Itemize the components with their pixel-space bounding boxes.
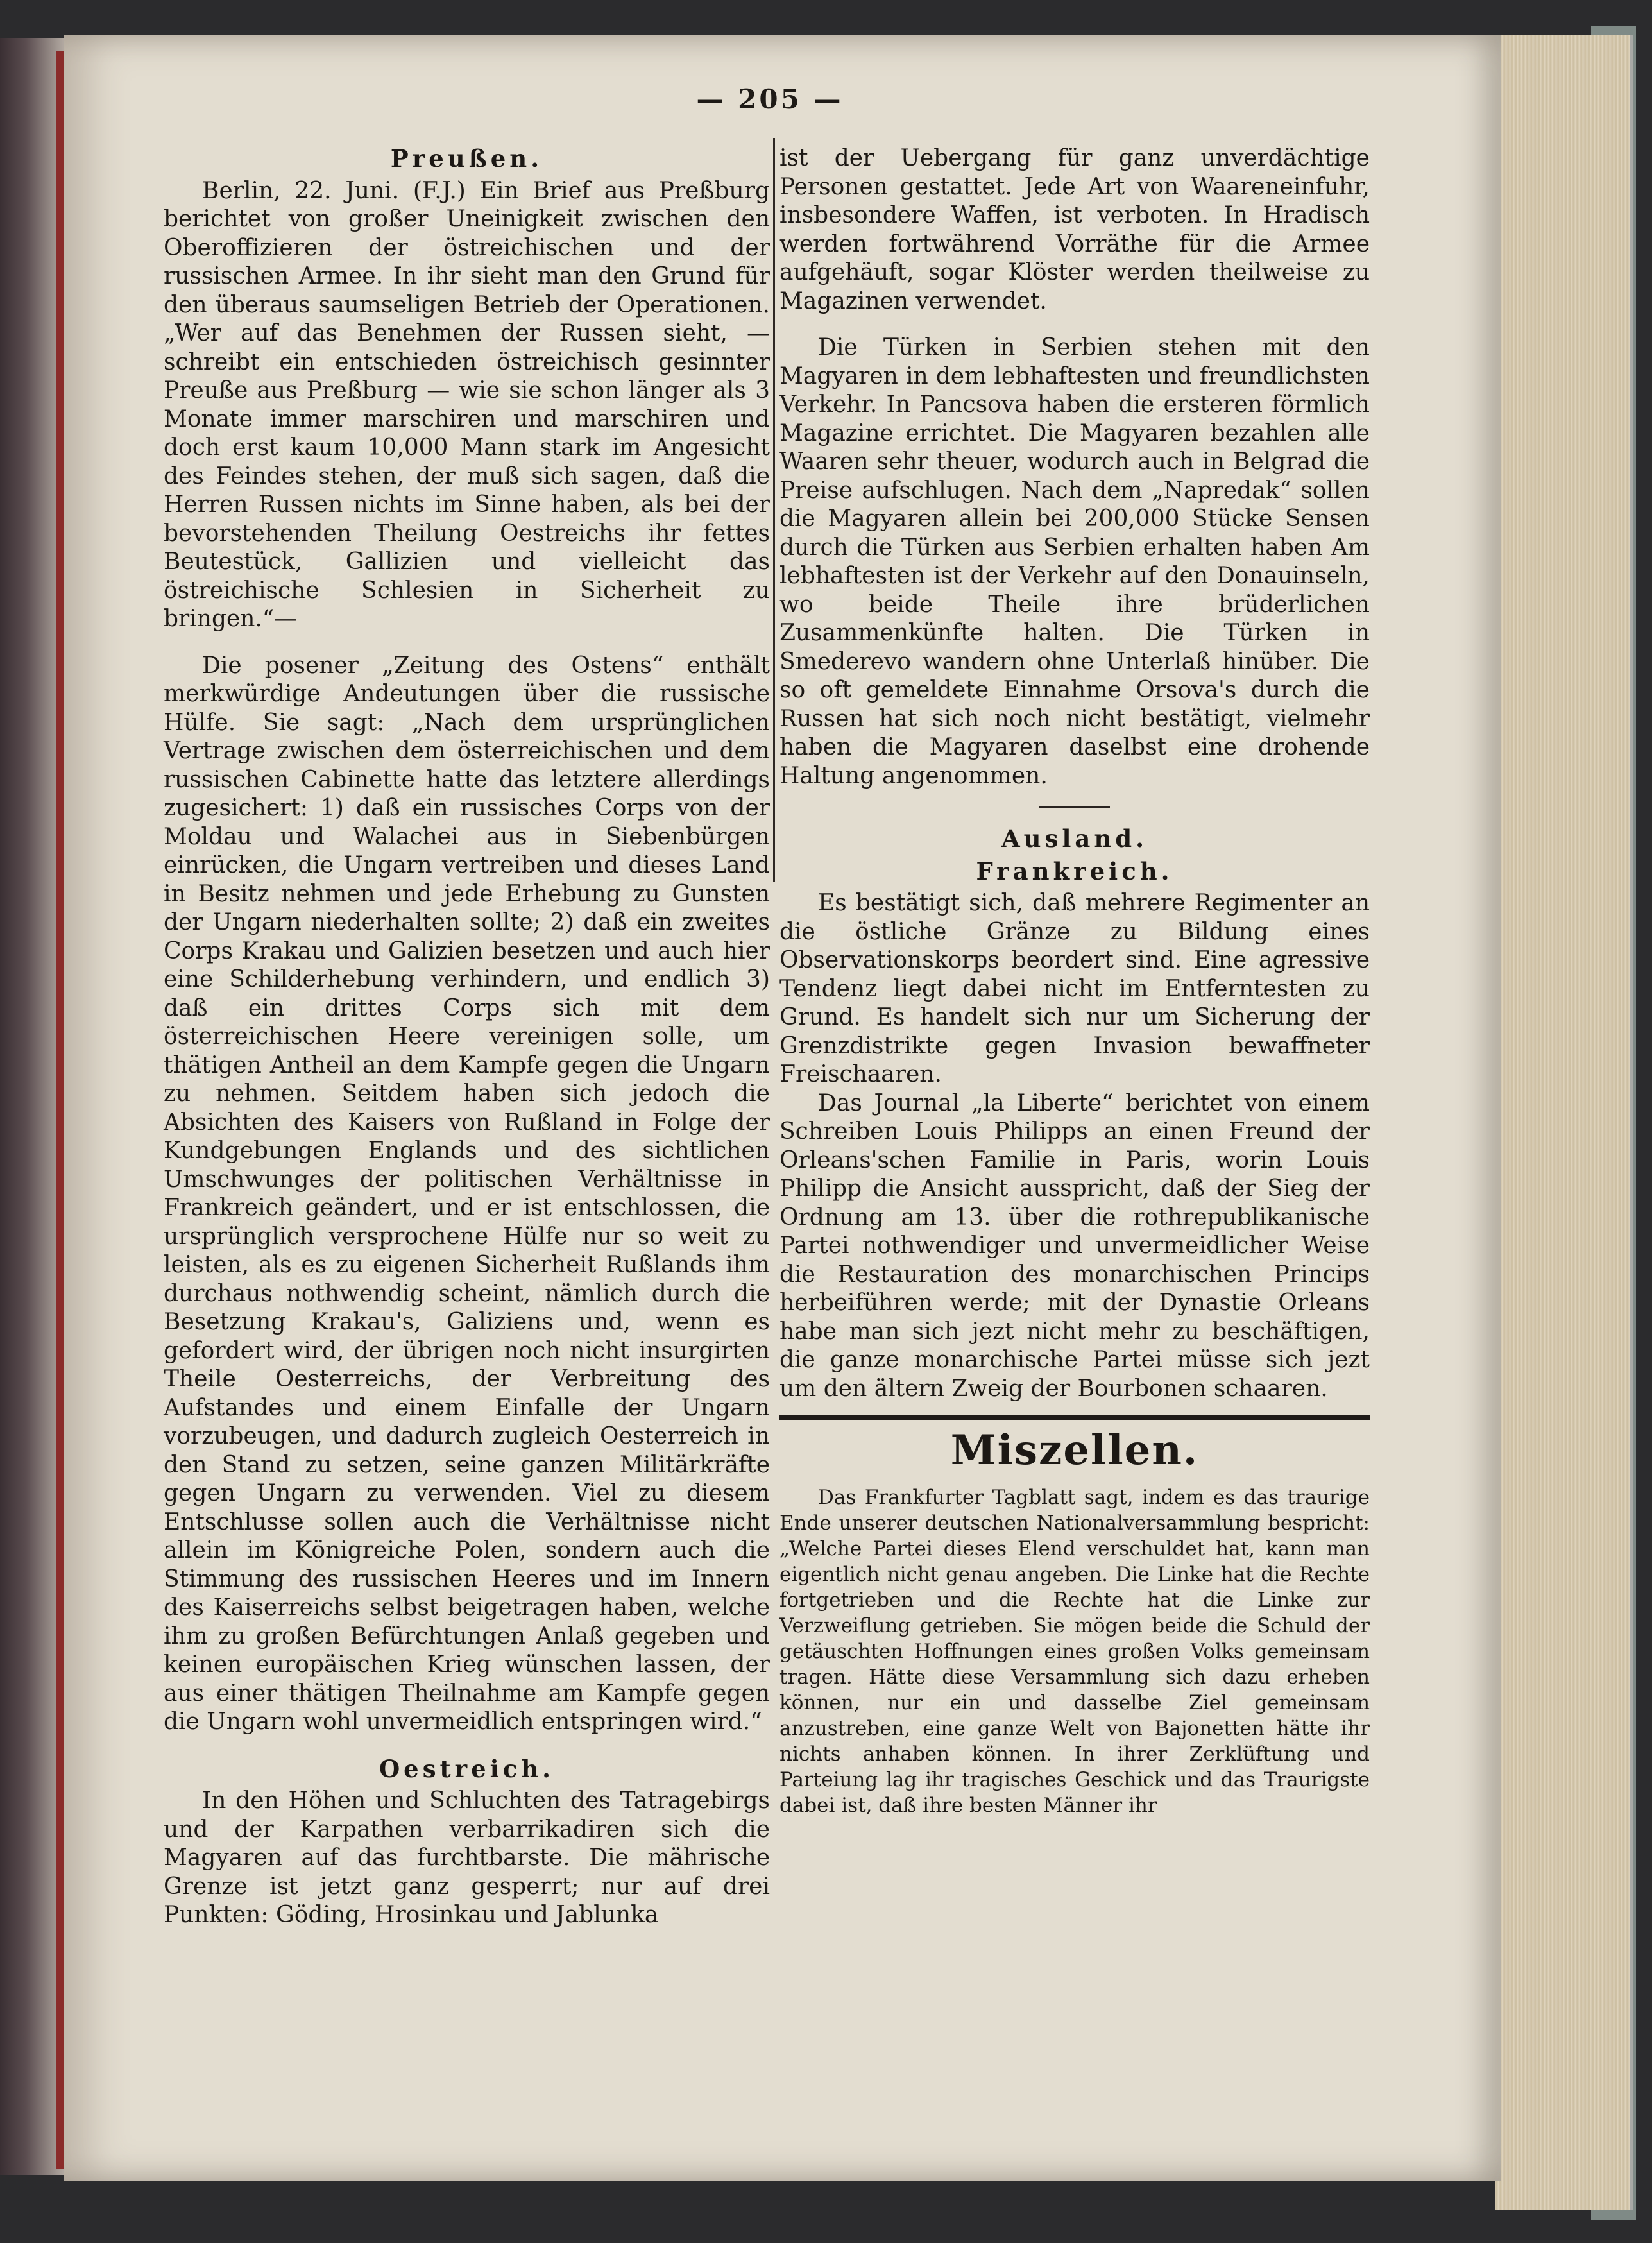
section-heading-ausland: Ausland. <box>1001 824 1148 853</box>
section-rule <box>779 1415 1370 1420</box>
page-number: — 205 — <box>696 83 844 115</box>
article-paragraph: Berlin, 22. Juni. (F.J.) Ein Brief aus Preßburg berichtet von großer Uneinigkeit zwischen den Oberoffizieren der östreichischen und der russischen Armee. In ihr sieht man den Grund für den überaus saumseligen Betrieb der Operationen. „Wer auf das Benehmen der Russen sieht, — schreibt ein entschieden östreichisch gesinnter Preuße aus Preßburg — wie sie schon länger als 3 Monate immer marschiren und marschiren und doch erst kaum 10,000 Mann stark im Angesicht des Feindes stehen, der muß sich sagen, daß die Herren Russen nichts im Sinne haben, als bei der bevorstehenden Theilung Oestreichs ihr fettes Beutestück, Gallizien und vielleicht das östreichische Schlesien in Sicherheit zu bringen.“— <box>164 177 770 632</box>
section-heading-oestreich: Oestreich. <box>379 1754 555 1783</box>
page-stack-edge <box>1495 35 1633 2210</box>
article-paragraph: ist der Uebergang für ganz unverdächtige Personen gestattet. Jede Art von Waareneinfuhr, insbesondere Waffen, ist verboten. In Hradisch werden fortwährend Vorräthe für die Armee aufgehäuft, sogar Klöster werden theilweise zu Magazinen verwendet. <box>779 145 1370 314</box>
article-paragraph: In den Höhen und Schluchten des Tatragebirgs und der Karpathen verbarrikadiren sich die Magyaren auf das furchtbarste. Die mährische Grenze ist jetzt ganz gesperrt; nur auf drei Punkten: Göding, Hrosinkau und Jablunka <box>164 1787 770 1928</box>
right-column <box>779 144 1370 1818</box>
article-paragraph: Die Türken in Serbien stehen mit den Magyaren in dem lebhaftesten und freundlichsten Verkehr. In Pancsova haben die ersteren förmlich Magazine errichtet. Die Magyaren bezahlen alle Waaren sehr theuer, wodurch auch in Belgrad die Preise aufschlugen. Nach dem „Napredak“ sollen die Magyaren allein bei 200,000 Stücke Sensen durch die Türken aus Serbien erhalten haben Am lebhaftesten ist der Verkehr auf den Donauinseln, wo beide Theile ihre brüderlichen Zusammenkünfte halten. Die Türken in Smederevo wandern ohne Unterlaß hinüber. Die so oft gemeldete Einnahme Orsova's durch die Russen hat sich noch nicht bestätigt, vielmehr haben die Magyaren daselbst eine drohende Haltung angenommen. <box>779 334 1370 789</box>
article-paragraph: Es bestätigt sich, daß mehrere Regimenter an die östliche Gränze zu Bildung eines Observationskorps beordert sind. Eine agressive Tendenz liegt dabei nicht im Entferntesten zu Grund. Es handelt sich nur um Sicherung der Grenzdistrikte gegen Invasion bewaffneter Freischaaren. <box>779 890 1370 1087</box>
section-heading-miszellen: Miszellen. <box>950 1426 1199 1474</box>
left-column <box>164 144 770 1930</box>
section-heading-preussen: Preußen. <box>390 144 543 173</box>
book-binding-left <box>0 38 64 2175</box>
section-divider <box>1039 806 1110 808</box>
article-paragraph: Das Frankfurter Tagblatt sagt, indem es das traurige Ende unserer deutschen Nationalversammlung bespricht: „Welche Partei dieses Elend verschuldet hat, kann man eigentlich nicht genau angeben. Die Linke hat die Rechte fortgetrieben und die Rechte hat die Linke zur Verzweiflung getrieben. Sie mögen beide die Schuld der getäuschten Hoffnungen eines großen Volks gemeinsam tragen. Hätte diese Versammlung sich dazu erheben können, nur ein und dasselbe Ziel gemeinsam anzustreben, eine ganze Welt von Bajonetten hätte ihr nichts anhaben können. In ihrer Zerklüftung und Parteiung lag ihr tragisches Geschick und das Traurigste dabei ist, daß ihre besten Männer ihr <box>779 1485 1370 1817</box>
column-divider <box>773 138 775 882</box>
section-heading-frankreich: Frankreich. <box>976 857 1173 885</box>
article-paragraph: Das Journal „la Liberte“ berichtet von einem Schreiben Louis Philipps an einen Freund der Orleans'schen Familie in Paris, worin Louis Philipp die Ansicht ausspricht, daß der Sieg der Ordnung am 13. über die rothrepublikanische Partei nothwendiger und unvermeidlicher Weise die Restauration des monarchischen Princips herbeiführen werde; mit der Dynastie Orleans habe man sich jezt nicht mehr zu beschäftigen, die ganze monarchische Partei müsse sich jezt um den ältern Zweig der Bourbonen schaaren. <box>779 1089 1370 1402</box>
article-paragraph: Die posener „Zeitung des Ostens“ enthält merkwürdige Andeutungen über die russische Hülfe. Sie sagt: „Nach dem ursprünglichen Vertrage zwischen dem österreichischen und dem russischen Cabinette hatte das letztere allerdings zugesichert: 1) daß ein russisches Corps von der Moldau und Walachei aus in Siebenbürgen einrücken, die Ungarn vertreiben und dieses Land in Besitz nehmen und jede Erhebung zu Gunsten der Ungarn niederhalten sollte; 2) daß ein zweites Corps Krakau und Galizien besetzen und auch hier eine Schilderhebung verhindern, und endlich 3) daß ein drittes Corps sich mit dem österreichischen Heere vereinigen solle, um thätigen Antheil an dem Kampfe gegen die Ungarn zu nehmen. Seitdem haben sich jedoch die Absichten des Kaisers von Rußland in Folge der Kundgebungen Englands und des sichtlichen Umschwunges der politischen Verhältnisse in Frankreich geändert, und er ist entschlossen, die ursprünglich versprochene Hülfe nur so weit zu leisten, als es zu eigenen Sicherheit Rußlands ihm durchaus nothwendig scheint, nämlich durch die Besetzung Krakau's, Galiziens und, wenn es gefordert wird, der übrigen noch nicht insurgirten Theile Oesterreichs, der Verbreitung des Aufstandes und einem Einfalle der Ungarn vorzubeugen, und dadurch zugleich Oesterreich in den Stand zu setzen, seine ganzen Militärkräfte gegen Ungarn zu verwenden. Viel zu diesem Entschlusse sollen auch die Verhältnisse nicht allein im Königreiche Polen, sondern auch die Stimmung des russischen Heeres und im Innern des Kaiserreichs selbst beigetragen haben, welche ihm zu großen Befürchtungen Anlaß gegeben und keinen europäischen Krieg wünschen lassen, der aus einer thätigen Theilnahme am Kampfe gegen die Ungarn wohl unvermeidlich entspringen wird.“ <box>164 652 770 1735</box>
